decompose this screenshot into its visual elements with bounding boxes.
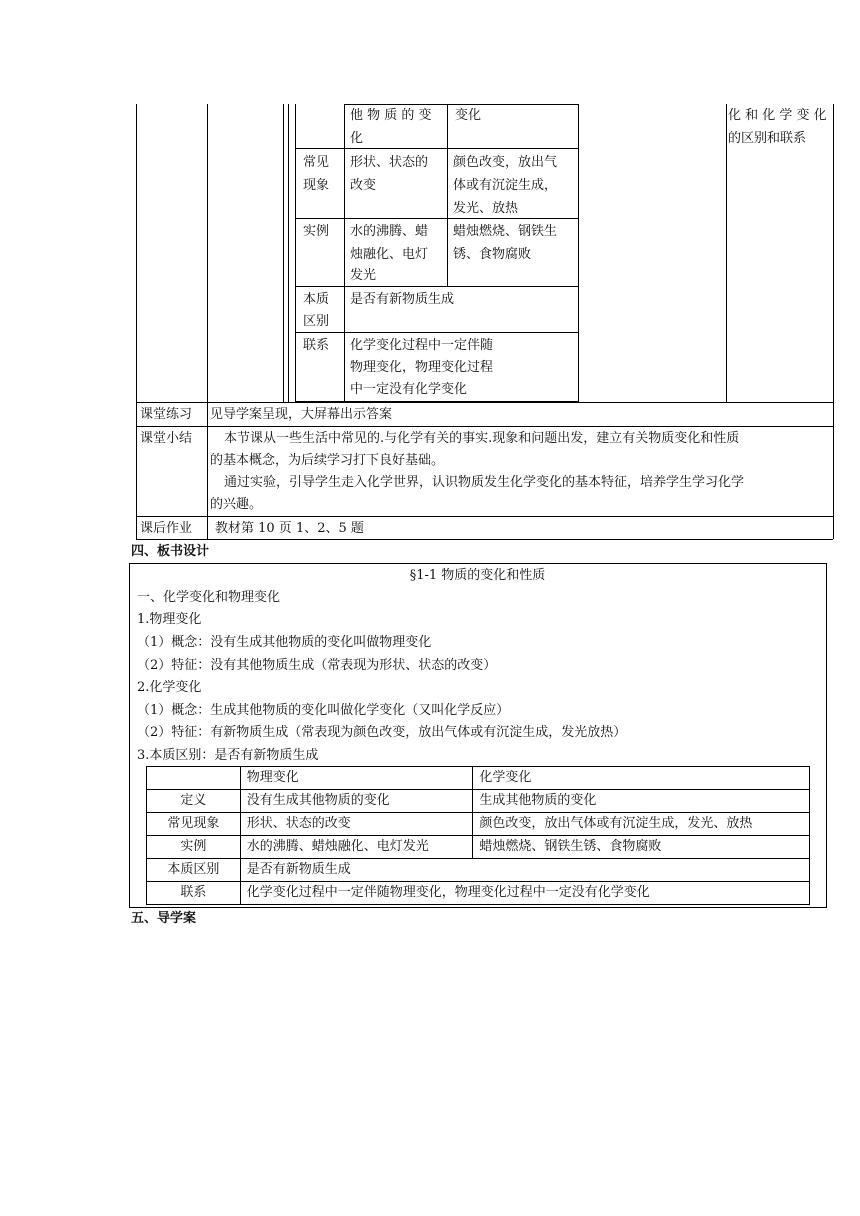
summary-p2-line2: 的兴趣。 — [210, 497, 263, 512]
board-line-4: （2）特征：没有其他物质生成（常表现为形状、状态的改变） — [137, 658, 497, 673]
table-row — [147, 882, 810, 905]
row-label: 常见现象 — [147, 813, 241, 836]
row-chemical: 蜡烛燃烧、钢铁生锈、食物腐败 — [473, 836, 810, 859]
inner-row4-head: 联系 — [303, 338, 330, 353]
header-chemical-change: 化学变化 — [473, 767, 810, 790]
inner-row2-phys-1: 水的沸腾、蜡 — [350, 224, 429, 239]
summary-p1-line2: 的基本概念，为后续学习打下良好基础。 — [210, 453, 445, 468]
table-row — [147, 813, 810, 836]
inner-row0-label-line1: 他 物 质 的 变 — [350, 108, 432, 123]
row-physical: 水的沸腾、蜡烛融化、电灯发光 — [240, 836, 473, 859]
board-line-2: 1.物理变化 — [137, 612, 202, 627]
section-heading-study-guide: 五、导学案 — [131, 911, 197, 926]
summary-p1-line1: 本节课从一些生活中常见的.与化学有关的事实.现象和问题出发，建立有关物质变化和性质 — [224, 431, 740, 446]
right-note-line2: 的区别和联系 — [728, 131, 807, 146]
table-row — [147, 836, 810, 859]
board-line-3: （1）概念：没有生成其他物质的变化叫做物理变化 — [137, 635, 432, 650]
table-row — [147, 790, 810, 813]
inner-row2-head: 实例 — [303, 224, 330, 239]
table-header-row — [147, 767, 810, 790]
header-physical-change: 物理变化 — [240, 767, 473, 790]
row-merged: 化学变化过程中一定伴随物理变化，物理变化过程中一定没有化学变化 — [240, 882, 809, 905]
inner-row0-chem: 变化 — [455, 108, 482, 123]
practice-text: 见导学案呈现，大屏幕出示答案 — [210, 407, 393, 422]
inner-row1-head-2: 现象 — [303, 178, 330, 193]
inner-row2-chem-1: 蜡烛燃烧、钢铁生 — [453, 224, 558, 239]
row-merged: 是否有新物质生成 — [240, 859, 809, 882]
board-line-6: （1）概念：生成其他物质的变化叫做化学变化（又叫化学反应） — [137, 703, 510, 718]
inner-row3-text: 是否有新物质生成 — [350, 292, 455, 307]
inner-row1-head-1: 常见 — [303, 155, 330, 170]
board-line-5: 2.化学变化 — [137, 680, 202, 695]
inner-row3-head-2: 区别 — [303, 314, 330, 329]
inner-row0-label-line2: 化 — [350, 131, 364, 146]
inner-row1-chem-2: 体或有沉淀生成， — [453, 178, 558, 193]
homework-text: 教材第 10 页 1、2、5 题 — [215, 521, 364, 536]
inner-row2-phys-2: 烛融化、电灯 — [350, 247, 429, 262]
inner-row3-head-1: 本质 — [303, 292, 330, 307]
inner-row1-chem-3: 发光、放热 — [453, 201, 519, 216]
board-title: §1-1 物质的变化和性质 — [409, 568, 546, 583]
section-heading-board-design: 四、板书设计 — [131, 544, 210, 559]
comparison-table — [146, 766, 810, 905]
row-physical: 没有生成其他物质的变化 — [240, 790, 473, 813]
board-line-1: 一、化学变化和物理变化 — [137, 590, 281, 605]
inner-row1-phys-2: 改变 — [350, 178, 377, 193]
inner-row4-text-1: 化学变化过程中一定伴随 — [350, 338, 494, 353]
summary-label: 课堂小结 — [140, 431, 193, 446]
inner-row1-chem-1: 颜色改变，放出气 — [453, 155, 558, 170]
inner-row4-text-3: 中一定没有化学变化 — [350, 382, 468, 397]
header-cell-empty — [147, 767, 241, 790]
row-label: 定义 — [147, 790, 241, 813]
row-chemical: 生成其他物质的变化 — [473, 790, 810, 813]
row-label: 联系 — [147, 882, 241, 905]
row-label: 实例 — [147, 836, 241, 859]
inner-row2-chem-2: 锈、食物腐败 — [453, 247, 532, 262]
table-row — [147, 859, 810, 882]
board-line-7: （2）特征：有新物质生成（常表现为颜色改变，放出气体或有沉淀生成，发光放热） — [137, 725, 627, 740]
inner-row4-text-2: 物理变化，物理变化过程 — [350, 360, 494, 375]
board-line-8: 3.本质区别：是否有新物质生成 — [137, 748, 319, 763]
row-chemical: 颜色改变，放出气体或有沉淀生成，发光、放热 — [473, 813, 810, 836]
practice-label: 课堂练习 — [140, 407, 193, 422]
homework-label: 课后作业 — [140, 521, 193, 536]
inner-row2-phys-3: 发光 — [350, 268, 377, 283]
row-physical: 形状、状态的改变 — [240, 813, 473, 836]
right-note-line1: 化 和 化 学 变 化 — [728, 108, 827, 123]
row-label: 本质区别 — [147, 859, 241, 882]
summary-p2-line1: 通过实验，引导学生走入化学世界，认识物质发生化学变化的基本特征，培养学生学习化学 — [224, 475, 745, 490]
inner-row1-phys-1: 形状、状态的 — [350, 155, 429, 170]
